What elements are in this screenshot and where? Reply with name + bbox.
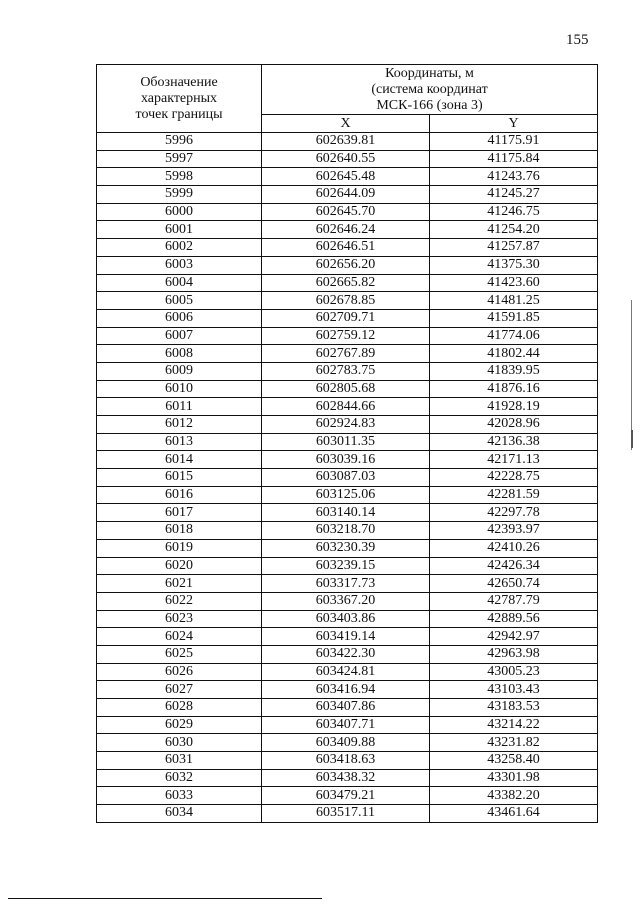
- table-row: [97, 645, 598, 663]
- point-cell: 6002: [97, 239, 262, 257]
- table-row: [97, 292, 598, 310]
- table-row: [97, 663, 598, 681]
- table-row: [97, 168, 598, 186]
- y-coordinate-cell: 43231.82: [430, 734, 598, 752]
- x-coordinate-cell: 603317.73: [262, 575, 430, 593]
- table-row: [97, 752, 598, 770]
- y-coordinate-cell: 43103.43: [430, 681, 598, 699]
- table-row: [97, 575, 598, 593]
- x-coordinate-cell: 603140.14: [262, 504, 430, 522]
- table-row: [97, 592, 598, 610]
- table-row: [97, 133, 598, 151]
- table-row: [97, 433, 598, 451]
- point-cell: 6032: [97, 769, 262, 787]
- point-cell: 6023: [97, 610, 262, 628]
- table-row: [97, 787, 598, 805]
- point-cell: 6029: [97, 716, 262, 734]
- table-row: [97, 239, 598, 257]
- x-column-header: X: [262, 115, 430, 133]
- x-coordinate-cell: 602844.66: [262, 398, 430, 416]
- y-coordinate-cell: 43005.23: [430, 663, 598, 681]
- x-coordinate-cell: 603011.35: [262, 433, 430, 451]
- y-coordinate-cell: 42426.34: [430, 557, 598, 575]
- point-cell: 6004: [97, 274, 262, 292]
- x-coordinate-cell: 603218.70: [262, 522, 430, 540]
- table-body: [97, 133, 598, 823]
- table-row: [97, 504, 598, 522]
- point-cell: 6001: [97, 221, 262, 239]
- table-row: [97, 186, 598, 204]
- point-cell: 5999: [97, 186, 262, 204]
- table-row: [97, 769, 598, 787]
- y-coordinate-cell: 42889.56: [430, 610, 598, 628]
- y-coordinate-cell: 43301.98: [430, 769, 598, 787]
- x-coordinate-cell: 602678.85: [262, 292, 430, 310]
- y-coordinate-cell: 42228.75: [430, 469, 598, 487]
- y-coordinate-cell: 41481.25: [430, 292, 598, 310]
- table-row: [97, 327, 598, 345]
- x-coordinate-cell: 603479.21: [262, 787, 430, 805]
- y-coordinate-cell: 43461.64: [430, 805, 598, 823]
- y-coordinate-cell: 41423.60: [430, 274, 598, 292]
- y-coordinate-cell: 43382.20: [430, 787, 598, 805]
- table-row: [97, 362, 598, 380]
- x-coordinate-cell: 602759.12: [262, 327, 430, 345]
- x-coordinate-cell: 602709.71: [262, 309, 430, 327]
- point-cell: 5996: [97, 133, 262, 151]
- point-cell: 6007: [97, 327, 262, 345]
- y-coordinate-cell: 43214.22: [430, 716, 598, 734]
- table-row: [97, 256, 598, 274]
- point-cell: 6026: [97, 663, 262, 681]
- x-coordinate-cell: 603239.15: [262, 557, 430, 575]
- point-cell: 6027: [97, 681, 262, 699]
- coordinates-header: [262, 65, 598, 115]
- table-row: [97, 221, 598, 239]
- point-cell: 6022: [97, 592, 262, 610]
- point-designation-header: [97, 65, 262, 133]
- x-coordinate-cell: 602640.55: [262, 150, 430, 168]
- x-coordinate-cell: 603230.39: [262, 539, 430, 557]
- y-coordinate-cell: 43258.40: [430, 752, 598, 770]
- footer-rule: [8, 898, 322, 899]
- point-cell: 6019: [97, 539, 262, 557]
- y-coordinate-cell: 41802.44: [430, 345, 598, 363]
- y-coordinate-cell: 41175.84: [430, 150, 598, 168]
- y-coordinate-cell: 41243.76: [430, 168, 598, 186]
- point-cell: 6018: [97, 522, 262, 540]
- point-header-line-2: характерных: [140, 90, 218, 106]
- table-row: [97, 805, 598, 823]
- x-coordinate-cell: 603419.14: [262, 628, 430, 646]
- y-coordinate-cell: 41839.95: [430, 362, 598, 380]
- table-row: [97, 398, 598, 416]
- x-coordinate-cell: 602646.24: [262, 221, 430, 239]
- point-cell: 6005: [97, 292, 262, 310]
- table-row: [97, 150, 598, 168]
- x-coordinate-cell: 602639.81: [262, 133, 430, 151]
- point-cell: 6025: [97, 645, 262, 663]
- table-row: [97, 557, 598, 575]
- table-row: [97, 486, 598, 504]
- y-coordinate-cell: 42281.59: [430, 486, 598, 504]
- x-coordinate-cell: 602646.51: [262, 239, 430, 257]
- point-cell: 6011: [97, 398, 262, 416]
- y-coordinate-cell: 41254.20: [430, 221, 598, 239]
- point-cell: 6034: [97, 805, 262, 823]
- coordinates-table: [96, 64, 598, 823]
- scan-edge-mark: [631, 300, 634, 450]
- y-coordinate-cell: 42650.74: [430, 575, 598, 593]
- x-coordinate-cell: 602924.83: [262, 416, 430, 434]
- coords-header-line-1: Координаты, м: [385, 65, 474, 81]
- point-cell: 6031: [97, 752, 262, 770]
- table-row: [97, 681, 598, 699]
- table-row: [97, 345, 598, 363]
- y-coordinate-cell: 42393.97: [430, 522, 598, 540]
- point-cell: 6033: [97, 787, 262, 805]
- x-coordinate-cell: 603039.16: [262, 451, 430, 469]
- table-row: [97, 416, 598, 434]
- x-coordinate-cell: 603416.94: [262, 681, 430, 699]
- y-coordinate-cell: 42297.78: [430, 504, 598, 522]
- point-cell: 5998: [97, 168, 262, 186]
- table-header: [97, 65, 598, 133]
- x-coordinate-cell: 603418.63: [262, 752, 430, 770]
- y-coordinate-cell: 42787.79: [430, 592, 598, 610]
- table-row: [97, 451, 598, 469]
- x-coordinate-cell: 603409.88: [262, 734, 430, 752]
- point-cell: 6006: [97, 309, 262, 327]
- point-cell: 6009: [97, 362, 262, 380]
- scan-edge-mark-dark: [631, 430, 635, 448]
- point-cell: 6010: [97, 380, 262, 398]
- point-cell: 6016: [97, 486, 262, 504]
- y-coordinate-cell: 42410.26: [430, 539, 598, 557]
- table-row: [97, 716, 598, 734]
- point-cell: 6014: [97, 451, 262, 469]
- table-row: [97, 203, 598, 221]
- x-coordinate-cell: 602656.20: [262, 256, 430, 274]
- table-row: [97, 309, 598, 327]
- y-coordinate-cell: 41591.85: [430, 309, 598, 327]
- coords-header-line-2: (система координат: [371, 81, 488, 97]
- table-row: [97, 699, 598, 717]
- point-cell: 6015: [97, 469, 262, 487]
- table-row: [97, 628, 598, 646]
- point-cell: 6017: [97, 504, 262, 522]
- table-row: [97, 610, 598, 628]
- y-coordinate-cell: 41928.19: [430, 398, 598, 416]
- point-cell: 6020: [97, 557, 262, 575]
- point-cell: 6013: [97, 433, 262, 451]
- x-coordinate-cell: 602805.68: [262, 380, 430, 398]
- point-cell: 6028: [97, 699, 262, 717]
- point-header-line-3: точек границы: [135, 106, 223, 122]
- x-coordinate-cell: 602767.89: [262, 345, 430, 363]
- x-coordinate-cell: 603367.20: [262, 592, 430, 610]
- point-cell: 6000: [97, 203, 262, 221]
- y-coordinate-cell: 42963.98: [430, 645, 598, 663]
- point-cell: 6008: [97, 345, 262, 363]
- x-coordinate-cell: 602783.75: [262, 362, 430, 380]
- x-coordinate-cell: 603087.03: [262, 469, 430, 487]
- x-coordinate-cell: 603517.11: [262, 805, 430, 823]
- point-cell: 6030: [97, 734, 262, 752]
- table-row: [97, 469, 598, 487]
- point-cell: 6024: [97, 628, 262, 646]
- x-coordinate-cell: 603407.71: [262, 716, 430, 734]
- coords-header-line-3: МСК-166 (зона 3): [376, 97, 483, 113]
- y-coordinate-cell: 41175.91: [430, 133, 598, 151]
- y-coordinate-cell: 41245.27: [430, 186, 598, 204]
- x-coordinate-cell: 602644.09: [262, 186, 430, 204]
- y-coordinate-cell: 41774.06: [430, 327, 598, 345]
- y-coordinate-cell: 41876.16: [430, 380, 598, 398]
- table-row: [97, 522, 598, 540]
- x-coordinate-cell: 603438.32: [262, 769, 430, 787]
- x-coordinate-cell: 603422.30: [262, 645, 430, 663]
- point-cell: 5997: [97, 150, 262, 168]
- table-row: [97, 539, 598, 557]
- x-coordinate-cell: 603403.86: [262, 610, 430, 628]
- table-row: [97, 734, 598, 752]
- x-coordinate-cell: 602665.82: [262, 274, 430, 292]
- x-coordinate-cell: 603407.86: [262, 699, 430, 717]
- y-coordinate-cell: 42171.13: [430, 451, 598, 469]
- table-row: [97, 274, 598, 292]
- y-coordinate-cell: 41257.87: [430, 239, 598, 257]
- x-coordinate-cell: 603424.81: [262, 663, 430, 681]
- y-coordinate-cell: 42942.97: [430, 628, 598, 646]
- table-row: [97, 380, 598, 398]
- point-cell: 6003: [97, 256, 262, 274]
- y-coordinate-cell: 43183.53: [430, 699, 598, 717]
- point-header-line-1: Обозначение: [140, 74, 218, 90]
- x-coordinate-cell: 602645.70: [262, 203, 430, 221]
- y-coordinate-cell: 41375.30: [430, 256, 598, 274]
- page-number: 155: [566, 32, 589, 48]
- x-coordinate-cell: 603125.06: [262, 486, 430, 504]
- point-cell: 6012: [97, 416, 262, 434]
- y-coordinate-cell: 42028.96: [430, 416, 598, 434]
- point-cell: 6021: [97, 575, 262, 593]
- y-coordinate-cell: 42136.38: [430, 433, 598, 451]
- y-coordinate-cell: 41246.75: [430, 203, 598, 221]
- x-coordinate-cell: 602645.48: [262, 168, 430, 186]
- y-column-header: Y: [430, 115, 598, 133]
